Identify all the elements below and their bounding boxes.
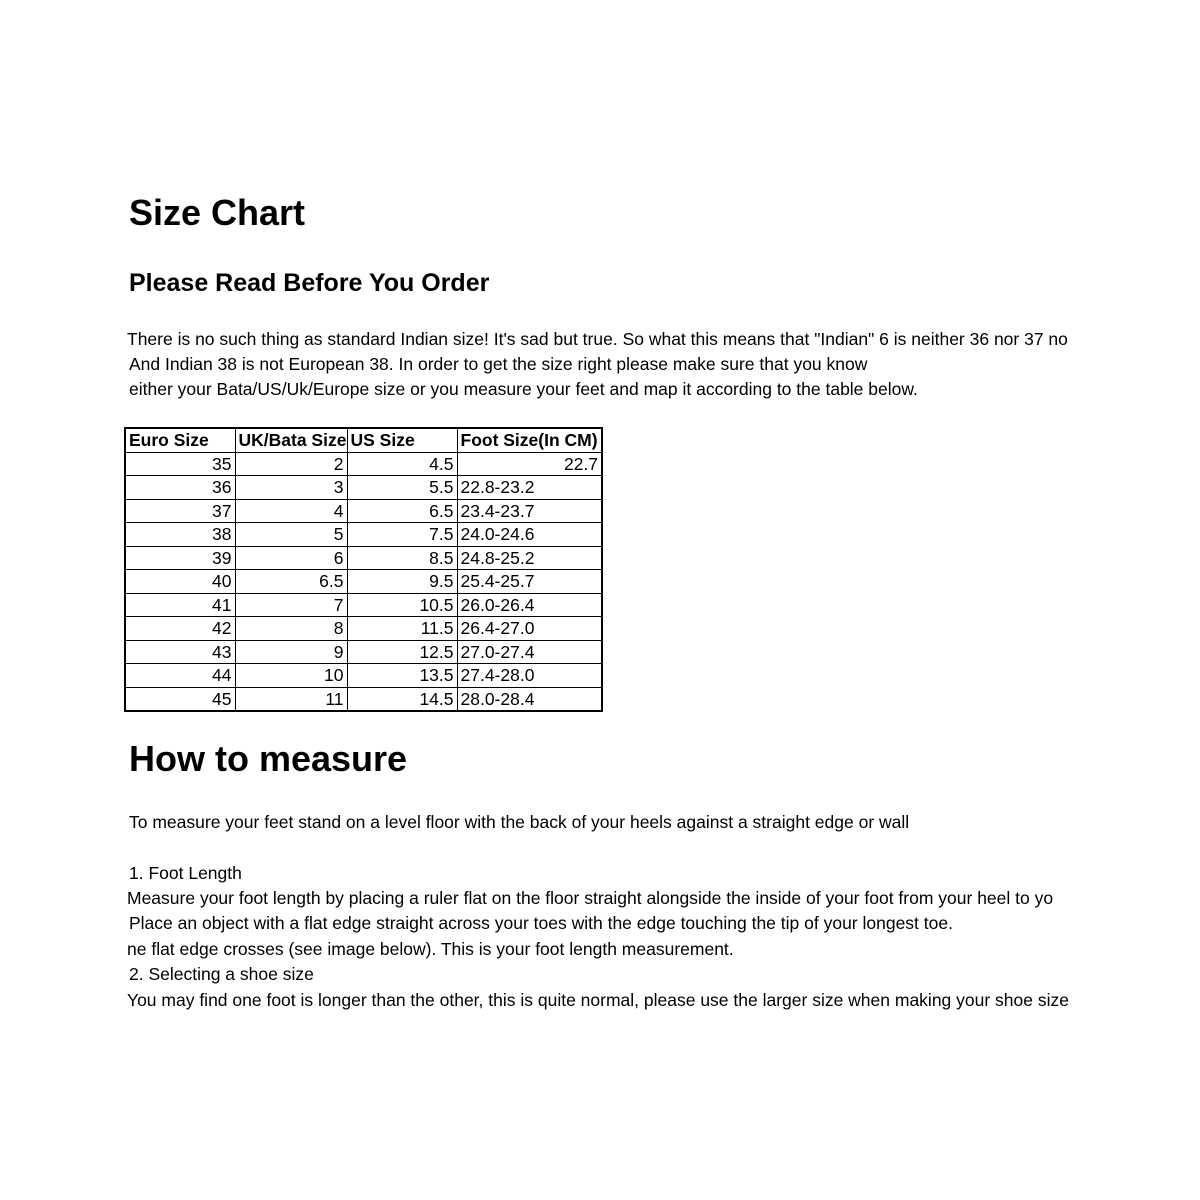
cell-euro: 35: [125, 452, 235, 476]
cell-foot: 24.0-24.6: [457, 523, 602, 547]
cell-foot: 28.0-28.4: [457, 687, 602, 711]
cell-us: 14.5: [347, 687, 457, 711]
cell-euro: 39: [125, 546, 235, 570]
cell-foot: 22.7: [457, 452, 602, 476]
cell-euro: 38: [125, 523, 235, 547]
header-euro-size: Euro Size: [125, 428, 235, 452]
cell-foot: 26.0-26.4: [457, 593, 602, 617]
cell-foot: 23.4-23.7: [457, 499, 602, 523]
step-line-measure: Measure your foot length by placing a ruler flat on the floor straight alongside the inside of your foot from your heel to yo: [127, 888, 1054, 908]
cell-us: 8.5: [347, 546, 457, 570]
cell-us: 12.5: [347, 640, 457, 664]
cell-foot: 27.4-28.0: [457, 664, 602, 688]
step-line-place-object: Place an object with a flat edge straight across your toes with the edge touching the tip of your longest toe.: [129, 913, 953, 933]
step-line-larger-size: You may find one foot is longer than the other, this is quite normal, please use the larger size when making your shoe size: [127, 990, 1069, 1010]
table-row: [125, 664, 602, 688]
intro-line-2: And Indian 38 is not European 38. In order to get the size right please make sure that you know: [129, 354, 868, 374]
table-row: [125, 640, 602, 664]
cell-uk: 7: [235, 593, 347, 617]
cell-euro: 36: [125, 476, 235, 500]
page-title: Size Chart: [129, 192, 306, 233]
cell-uk: 4: [235, 499, 347, 523]
table-row: [125, 499, 602, 523]
cell-uk: 2: [235, 452, 347, 476]
cell-foot: 24.8-25.2: [457, 546, 602, 570]
cell-foot: 22.8-23.2: [457, 476, 602, 500]
table-row: [125, 593, 602, 617]
cell-euro: 40: [125, 570, 235, 594]
cell-euro: 45: [125, 687, 235, 711]
header-us-size: US Size: [347, 428, 457, 452]
cell-foot: 25.4-25.7: [457, 570, 602, 594]
cell-us: 10.5: [347, 593, 457, 617]
intro-line-1: There is no such thing as standard Indian size! It's sad but true. So what this means that "Indian" 6 is neither 36 nor 37 no: [127, 329, 1068, 349]
cell-uk: 3: [235, 476, 347, 500]
cell-euro: 43: [125, 640, 235, 664]
cell-us: 9.5: [347, 570, 457, 594]
cell-uk: 8: [235, 617, 347, 641]
table-header-row: [125, 428, 602, 452]
cell-uk: 10: [235, 664, 347, 688]
cell-us: 7.5: [347, 523, 457, 547]
table-row: [125, 570, 602, 594]
size-table: [124, 427, 603, 712]
measure-title: How to measure: [129, 738, 408, 779]
intro-line-3: either your Bata/US/Uk/Europe size or you measure your feet and map it according to the table below.: [129, 379, 918, 399]
table-row: [125, 687, 602, 711]
table-row: [125, 546, 602, 570]
step-line-edge-crosses: ne flat edge crosses (see image below). This is your foot length measurement.: [127, 939, 734, 959]
cell-euro: 44: [125, 664, 235, 688]
cell-us: 6.5: [347, 499, 457, 523]
cell-euro: 41: [125, 593, 235, 617]
cell-us: 5.5: [347, 476, 457, 500]
cell-uk: 6.5: [235, 570, 347, 594]
cell-foot: 27.0-27.4: [457, 640, 602, 664]
cell-euro: 42: [125, 617, 235, 641]
table-row: [125, 617, 602, 641]
cell-us: 4.5: [347, 452, 457, 476]
step-heading-selecting-size: 2. Selecting a shoe size: [129, 964, 314, 984]
cell-uk: 9: [235, 640, 347, 664]
cell-uk: 6: [235, 546, 347, 570]
header-uk-bata-size: UK/Bata Size: [235, 428, 347, 452]
cell-us: 13.5: [347, 664, 457, 688]
cell-uk: 5: [235, 523, 347, 547]
table-row: [125, 452, 602, 476]
header-foot-size: Foot Size(In CM): [457, 428, 602, 452]
cell-uk: 11: [235, 687, 347, 711]
table-row: [125, 476, 602, 500]
cell-us: 11.5: [347, 617, 457, 641]
table-row: [125, 523, 602, 547]
page-subtitle: Please Read Before You Order: [129, 269, 490, 297]
step-heading-foot-length: 1. Foot Length: [129, 863, 242, 883]
cell-euro: 37: [125, 499, 235, 523]
cell-foot: 26.4-27.0: [457, 617, 602, 641]
measure-intro: To measure your feet stand on a level floor with the back of your heels against a straight edge or wall: [129, 812, 910, 832]
